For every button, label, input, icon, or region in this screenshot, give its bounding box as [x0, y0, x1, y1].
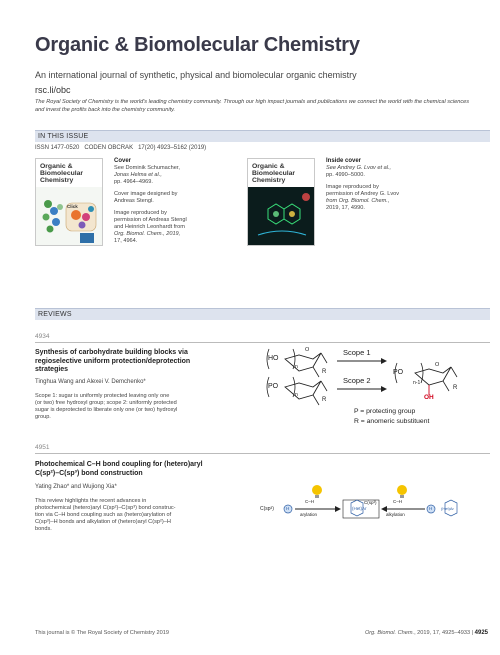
cover-artwork [36, 159, 103, 246]
cover-image[interactable] [35, 158, 103, 246]
scheme-ch-left-label: C–H [305, 499, 315, 504]
cover-line: Andreas Stengl. [114, 198, 154, 204]
scheme-photochemical-graphic [255, 480, 485, 530]
inside-cover-heading: Inside cover [326, 158, 362, 164]
scheme-product-label: C(sp³) [364, 500, 377, 505]
abstract-line: C(sp³)–H bonds and alkylation of (hetero)aryl C(sp²)–H [35, 519, 171, 525]
inside-cover-line: See Andrey G. Lvov et al., [326, 165, 392, 171]
cover-mark-line1: Organic & [40, 163, 73, 170]
review-divider [35, 342, 490, 343]
cover-line: Jonas Helma et al., [114, 172, 162, 178]
cover-line: Image reproduced by [114, 210, 167, 216]
inside-cover-line: Image reproduced by [326, 184, 379, 190]
review-title-line: regioselective uniform protection/deprotection [35, 357, 191, 365]
review-title-line: Photochemical C–H bond coupling for (hetero)aryl [35, 461, 203, 468]
scheme-h-label: H [286, 506, 290, 511]
scheme-ho-label: HO [268, 355, 279, 362]
in-this-issue-bar [35, 130, 490, 142]
review-authors: Yating Zhao* and Wujiong Xia* [35, 484, 117, 490]
review-divider [35, 453, 490, 454]
cover-mark-line2: Biomolecular [40, 170, 84, 178]
scheme-r-label-2: R [322, 397, 327, 403]
scheme-r-label: R [322, 369, 327, 375]
cover-line: permission of Andreas Stengl [114, 217, 187, 223]
abstract-line: photochemical (hetero)aryl C(sp²)–C(sp³) bond construc- [35, 505, 176, 511]
footer-journal: Org. Biomol. Chem. [364, 630, 415, 636]
inside-cover-line: pp. 4990–5000. [326, 172, 365, 178]
journal-url[interactable]: rsc.li/obc [35, 85, 71, 95]
in-this-issue-heading: IN THIS ISSUE [38, 133, 89, 140]
scheme-arylation-label: arylation [300, 512, 318, 517]
cover-line: See Dominik Schumacher, [114, 165, 180, 171]
footer-page-number: 4925 [474, 630, 488, 636]
scheme-ch-right-label: C–H [393, 499, 403, 504]
cover-line: 17, 4964. [114, 238, 138, 244]
abstract-line: This review highlights the recent advances in [35, 498, 147, 504]
abstract-line: tion via C–H bond coupling such as (hetero)arylation of [35, 512, 172, 518]
reviews-bar [35, 308, 490, 320]
abstract-line: bonds. [35, 526, 52, 532]
inside-mark-line3: Chemistry [252, 177, 286, 185]
issn-line [35, 145, 206, 151]
scheme-het-label: (Het)Ar [352, 506, 367, 511]
cover-line: and Heinrich Leonhardt from [114, 224, 185, 230]
inside-cover-line: from Org. Biomol. Chem., [326, 198, 390, 204]
lightbulb-icon [312, 485, 322, 498]
inside-cover-description [326, 158, 456, 212]
review-authors: Tinghua Wang and Alexei V. Demchenko* [35, 379, 146, 385]
scheme-oh-label: OH [424, 394, 434, 401]
volume-info: 17(20) 4923–5162 (2019) [138, 145, 207, 151]
abstract-line: sugar is deprotected to liberate only one (or two) hydroxyl [35, 407, 178, 413]
review-page-number[interactable]: 4934 [35, 333, 50, 340]
inside-cover-line: permission of Andrey G. Lvov [326, 191, 400, 197]
cover-click-label: Click [67, 204, 78, 209]
cover-heading: Cover [114, 158, 132, 164]
review-title-line: C(sp²)–C(sp³) bond construction [35, 469, 143, 477]
scheme-n1-label: n-1 [413, 380, 421, 386]
review-title-line: Synthesis of carbohydrate building blocks via [35, 349, 188, 356]
scheme-scope1-label: Scope 1 [343, 348, 371, 357]
review-title-line: strategies [35, 366, 69, 374]
abstract-line: Scope 1: sugar is uniformly protected leaving only one [35, 393, 170, 399]
coden: CODEN OBCRAK [84, 145, 134, 151]
journal-title: Organic & Biomolecular Chemistry [35, 34, 360, 56]
cover-line: pp. 4964–4969. [114, 179, 153, 185]
scheme-legend-anomeric: R = anomeric substituent [354, 418, 430, 425]
cover-line: Org. Biomol. Chem., 2019, [114, 231, 181, 237]
scheme-o-label: O [305, 347, 310, 353]
scheme-h-right-label: H [429, 506, 433, 511]
scheme-po-label: PO [268, 383, 279, 390]
review-title[interactable] [35, 461, 240, 478]
cover-line: Cover image designed by [114, 191, 178, 197]
inside-cover-image[interactable] [247, 158, 315, 246]
scheme-n-label: n [295, 364, 298, 370]
review-title[interactable] [35, 349, 240, 375]
footer-citation [365, 630, 488, 636]
abstract-line: group. [35, 414, 51, 420]
inside-mark-line1: Organic & [252, 163, 285, 170]
scheme-po-right-label: PO [393, 369, 404, 376]
journal-subtitle: An international journal of synthetic, physical and biomolecular organic chemistry [35, 70, 357, 80]
scheme-o-right-label: O [435, 362, 440, 368]
scheme-het-right-label: (Het)Ar [441, 506, 454, 511]
inside-cover-line: 2019, 17, 4990. [326, 205, 365, 211]
rsc-statement: The Royal Society of Chemistry is the world's leading chemistry community. Through our high impact journals and publications we connect the world with the chemical sciences and invest the profits back into the chemistry community. [35, 99, 470, 113]
review-abstract [35, 393, 240, 421]
footer-volume: , 2019, 17, 4925–4933 [414, 630, 471, 636]
issn: ISSN 1477-0520 [35, 145, 80, 151]
review-page-number[interactable]: 4951 [35, 444, 50, 451]
review-abstract [35, 498, 240, 533]
abstract-line: (or two) free hydroxyl group; scope 2: uniformly protected [35, 400, 177, 406]
reviews-heading: REVIEWS [38, 311, 72, 318]
cover-description [114, 158, 224, 245]
inside-cover-artwork [248, 159, 315, 246]
lightbulb-icon [397, 485, 407, 498]
footer-separator: | [471, 630, 474, 636]
scheme-r-right-label: R [453, 385, 458, 391]
scheme-legend-protecting: P = protecting group [354, 408, 416, 415]
footer-copyright: This journal is © The Royal Society of Chemistry 2019 [35, 630, 169, 636]
inside-mark-line2: Biomolecular [252, 170, 296, 178]
scheme-csp3-label: C(sp³) [260, 506, 274, 512]
scheme-n-label-2: n [295, 392, 298, 398]
cover-mark-line3: Chemistry [40, 177, 74, 185]
scheme-scope2-label: Scope 2 [343, 376, 371, 385]
scheme-alkylation-label: alkylation [386, 512, 405, 517]
